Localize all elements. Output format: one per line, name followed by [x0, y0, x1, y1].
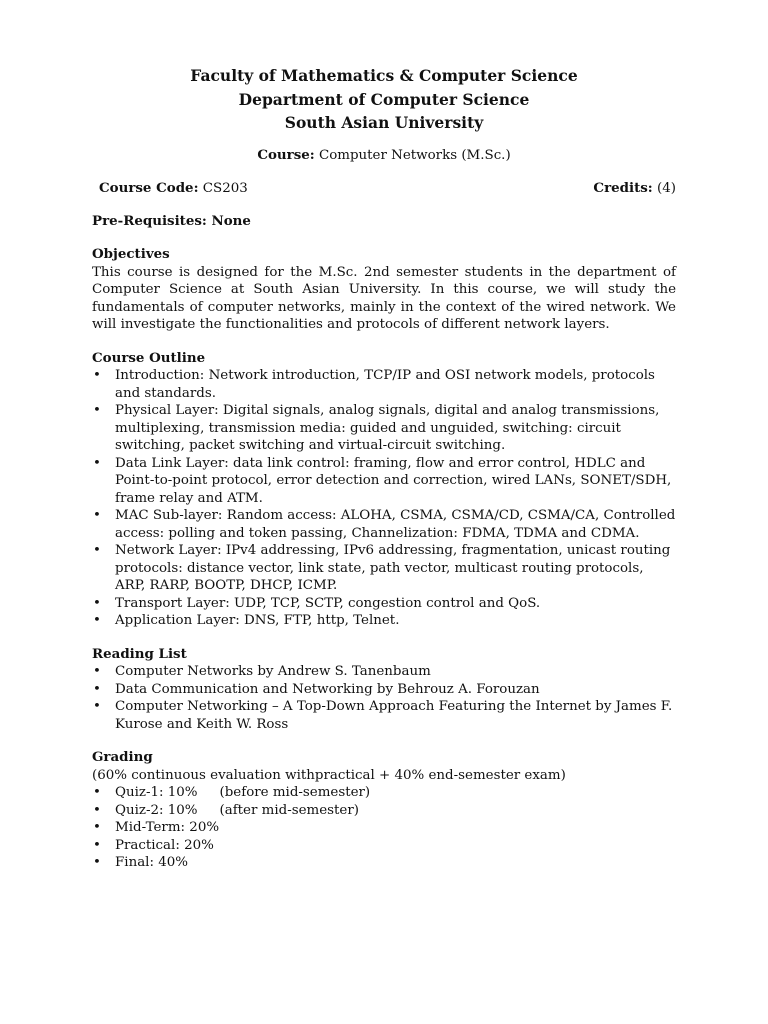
syllabus-page	[92, 64, 676, 872]
list-item	[92, 854, 676, 872]
list-item	[92, 663, 676, 681]
grading-item-label: Quiz-2: 10%	[115, 802, 198, 818]
bullet-icon: •	[93, 368, 101, 383]
bullet-icon: •	[93, 613, 101, 628]
bullet-icon: •	[93, 699, 101, 714]
bullet-icon: •	[93, 455, 101, 471]
faculty-heading: Faculty of Mathematics & Computer Science	[190, 66, 578, 85]
list-item	[92, 402, 676, 455]
reading-item-text: Computer Networks by Andrew S. Tanenbaum	[115, 664, 431, 679]
list-item	[92, 367, 676, 402]
grading-item-note: (after mid-semester)	[219, 802, 359, 818]
outline-item-text: Physical Layer: Digital signals, analog signals, digital and analog transmissions, multiplexing, transmission media: guided and unguided, switching: circuit switching, packet switching and virtual-circuit switching.	[115, 403, 660, 453]
list-item	[92, 698, 676, 733]
list-item	[92, 681, 676, 699]
grading-item-note: (before mid-semester)	[219, 785, 371, 800]
bullet-icon: •	[93, 837, 101, 853]
course-line	[92, 147, 676, 165]
grading-item-label: Final: 40%	[115, 855, 188, 870]
bullet-icon: •	[93, 820, 101, 835]
course-label: Course:	[257, 146, 315, 163]
outline-item-text: Introduction: Network introduction, TCP/IP and OSI network models, protocols and standards.	[115, 368, 655, 401]
bullet-icon: •	[93, 681, 101, 697]
list-item	[92, 542, 676, 595]
credits-label: Credits:	[593, 180, 653, 196]
course-code-label: Course Code:	[99, 180, 199, 196]
list-item	[92, 595, 676, 613]
outline-item-text: Network Layer: IPv4 addressing, IPv6 addressing, fragmentation, unicast routing protocols: distance vector, link state, path vector, multicast routing protocols, ARP, RARP, BOOTP, DHCP, ICMP.	[115, 543, 671, 593]
bullet-icon: •	[93, 403, 101, 418]
list-item	[92, 819, 676, 837]
course-code-value: CS203	[202, 181, 248, 196]
objectives-title: Objectives	[92, 246, 170, 262]
grading-item-label: Practical: 20%	[115, 837, 214, 853]
bullet-icon: •	[93, 785, 101, 800]
grading-title: Grading	[92, 749, 153, 765]
university-heading: South Asian University	[284, 113, 484, 132]
reading-list-title: Reading List	[92, 645, 187, 662]
grading-list	[92, 784, 676, 872]
course-code-line	[92, 180, 676, 198]
outline-item-text: Data Link Layer: data link control: framing, flow and error control, HDLC and Point-to-point protocol, error detection and correction, wired LANs, SONET/SDH, frame relay and ATM.	[115, 455, 672, 506]
reading-list	[92, 663, 676, 733]
list-item	[92, 837, 676, 855]
grading-intro: (60% continuous evaluation withpractical + 40% end-semester exam)	[92, 767, 566, 783]
course-code	[99, 180, 248, 198]
list-item	[92, 455, 676, 508]
prerequisites: Pre-Requisites: None	[92, 212, 251, 229]
objectives-text: This course is designed for the M.Sc. 2nd semester students in the department of Computer Science at South Asian University. In this course, we will study the fundamentals of computer networks, mainly in the context of the wired network. We will investigate the functionalities and protocols of different network layers.	[92, 264, 676, 332]
list-item	[92, 612, 676, 630]
bullet-icon: •	[93, 543, 101, 558]
bullet-icon: •	[93, 664, 101, 679]
reading-item-text: Data Communication and Networking by Behrouz A. Forouzan	[115, 681, 540, 697]
credits	[593, 180, 676, 198]
credits-value: (4)	[657, 181, 676, 196]
grading-item-label: Quiz-1: 10%	[115, 785, 198, 800]
bullet-icon: •	[93, 595, 101, 611]
outline-item-text: Transport Layer: UDP, TCP, SCTP, congestion control and QoS.	[115, 595, 541, 611]
course-outline-title: Course Outline	[92, 349, 206, 366]
outline-item-text: Application Layer: DNS, FTP, http, Telnet.	[115, 613, 400, 628]
reading-item-text: Computer Networking – A Top-Down Approach Featuring the Internet by James F. Kurose and Keith W. Ross	[115, 699, 673, 732]
document-header	[92, 64, 676, 135]
course-name: Computer Networks (M.Sc.)	[318, 147, 511, 163]
list-item	[92, 507, 676, 542]
list-item	[92, 802, 676, 820]
grading-item-label: Mid-Term: 20%	[115, 820, 220, 835]
department-heading: Department of Computer Science	[238, 89, 530, 109]
list-item	[92, 784, 676, 802]
outline-item-text: MAC Sub-layer: Random access: ALOHA, CSMA, CSMA/CD, CSMA/CA, Controlled access: polling and token passing, Channelization: FDMA, TDMA and CDMA.	[115, 508, 676, 541]
course-outline-list	[92, 367, 676, 630]
bullet-icon: •	[93, 802, 101, 818]
bullet-icon: •	[93, 508, 101, 523]
bullet-icon: •	[93, 855, 101, 870]
